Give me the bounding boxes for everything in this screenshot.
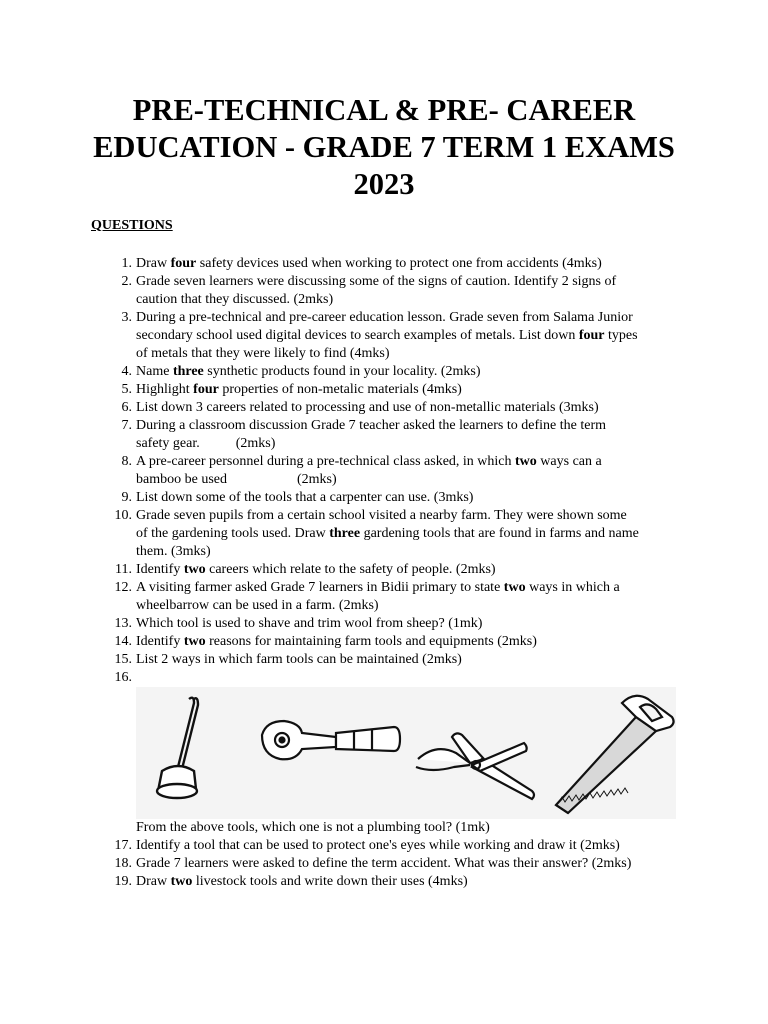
question-number: 4. <box>121 364 132 379</box>
question-item <box>0 837 676 855</box>
emphasis-text: four <box>170 256 197 271</box>
question-item <box>0 615 676 633</box>
title-line-1: PRE-TECHNICAL & PRE- CAREER <box>132 93 636 127</box>
question-text-line: bamboo be used (2mks) <box>136 472 337 487</box>
questions-heading: QUESTIONS <box>91 218 173 233</box>
question-text-line: A visiting farmer asked Grade 7 learners in Bidii primary to state two ways in which a <box>136 580 620 595</box>
question-number: 19. <box>114 874 132 889</box>
question-text-line: Draw two livestock tools and write down their uses (4mks) <box>136 874 468 889</box>
question-text-line: Grade seven learners were discussing some of the signs of caution. Identify 2 signs of <box>136 274 617 289</box>
tools-illustration <box>136 687 676 819</box>
question-number: 15. <box>114 652 132 667</box>
question-item <box>0 633 676 651</box>
question-text-line: caution that they discussed. (2mks) <box>136 292 334 307</box>
question-text-line: Grade seven pupils from a certain school visited a nearby farm. They were shown some <box>136 508 627 523</box>
question-item <box>0 561 676 579</box>
question-item <box>0 381 676 399</box>
question-number: 18. <box>114 856 132 871</box>
question-text-line <box>136 669 676 687</box>
emphasis-text: three <box>329 526 361 541</box>
question-text-line: Draw four safety devices used when working to protect one from accidents (4mks) <box>136 256 602 271</box>
emphasis-text: three <box>172 364 204 379</box>
question-text-line: List 2 ways in which farm tools can be maintained (2mks) <box>136 652 462 667</box>
question-number: 2. <box>121 274 132 289</box>
question-16-prompt <box>0 819 676 837</box>
question-item <box>0 273 676 309</box>
document-title <box>60 92 708 203</box>
question-item <box>0 309 676 363</box>
question-number: 1. <box>121 256 132 271</box>
question-number: 9. <box>121 490 132 505</box>
question-item <box>0 489 676 507</box>
emphasis-text: four <box>578 328 605 343</box>
tools-image <box>136 687 676 819</box>
question-number: 13. <box>114 616 132 631</box>
question-item <box>0 255 676 273</box>
question-item <box>0 855 676 873</box>
question-text-line: List down some of the tools that a carpenter can use. (3mks) <box>136 490 474 505</box>
question-text-line: Identify two careers which relate to the safety of people. (2mks) <box>136 562 496 577</box>
question-number: 6. <box>121 400 132 415</box>
question-text-line: Identify a tool that can be used to protect one's eyes while working and draw it (2mks) <box>136 838 620 853</box>
question-text-line: A pre-career personnel during a pre-technical class asked, in which two ways can a <box>136 454 602 469</box>
title-line-2: EDUCATION - GRADE 7 TERM 1 EXAMS <box>93 130 675 164</box>
question-number: 7. <box>121 418 132 433</box>
question-number: 8. <box>121 454 132 469</box>
emphasis-text: two <box>183 634 206 649</box>
question-text-line: Grade 7 learners were asked to define the term accident. What was their answer? (2mks) <box>136 856 632 871</box>
question-number: 10. <box>114 508 132 523</box>
question-text-line: Highlight four properties of non-metalic materials (4mks) <box>136 382 462 397</box>
question-text-line: Which tool is used to shave and trim wool from sheep? (1mk) <box>136 616 483 631</box>
question-text-line: List down 3 careers related to processing and use of non-metallic materials (3mks) <box>136 400 599 415</box>
question-text-line: secondary school used digital devices to search examples of metals. List down four types <box>136 328 638 343</box>
question-number: 11. <box>115 562 132 577</box>
question-item <box>0 507 676 561</box>
question-item <box>0 417 676 453</box>
emphasis-text: two <box>503 580 526 595</box>
question-item <box>0 399 676 417</box>
question-text-line: Identify two reasons for maintaining farm tools and equipments (2mks) <box>136 634 537 649</box>
question-text-line: safety gear. (2mks) <box>136 436 276 451</box>
emphasis-text: two <box>515 454 537 469</box>
question-item <box>0 669 676 687</box>
question-text-line: wheelbarrow can be used in a farm. (2mks) <box>136 598 379 613</box>
question-number: 3. <box>121 310 132 325</box>
question-number: 17. <box>114 838 132 853</box>
question-item <box>0 579 676 615</box>
question-text-line: During a classroom discussion Grade 7 teacher asked the learners to define the term <box>136 418 606 433</box>
emphasis-text: two <box>170 874 193 889</box>
question-text-line: From the above tools, which one is not a plumbing tool? (1mk) <box>136 820 490 835</box>
question-text-line: them. (3mks) <box>136 544 211 559</box>
question-number: 12. <box>114 580 132 595</box>
question-item <box>0 453 676 489</box>
question-text-line: of the gardening tools used. Draw three gardening tools that are found in farms and name <box>136 526 639 541</box>
question-number: 16. <box>114 670 132 685</box>
title-line-3: 2023 <box>353 167 415 201</box>
question-text-line: Name three synthetic products found in your locality. (2mks) <box>136 364 481 379</box>
question-item <box>0 873 676 891</box>
question-item <box>0 651 676 669</box>
question-number: 14. <box>114 634 132 649</box>
question-number: 5. <box>121 382 132 397</box>
emphasis-text: two <box>183 562 206 577</box>
question-list <box>0 255 768 891</box>
question-text-line: of metals that they were likely to find (4mks) <box>136 346 390 361</box>
question-item <box>0 363 676 381</box>
emphasis-text: four <box>193 382 219 397</box>
question-text-line: During a pre-technical and pre-career education lesson. Grade seven from Salama Junior <box>136 310 633 325</box>
